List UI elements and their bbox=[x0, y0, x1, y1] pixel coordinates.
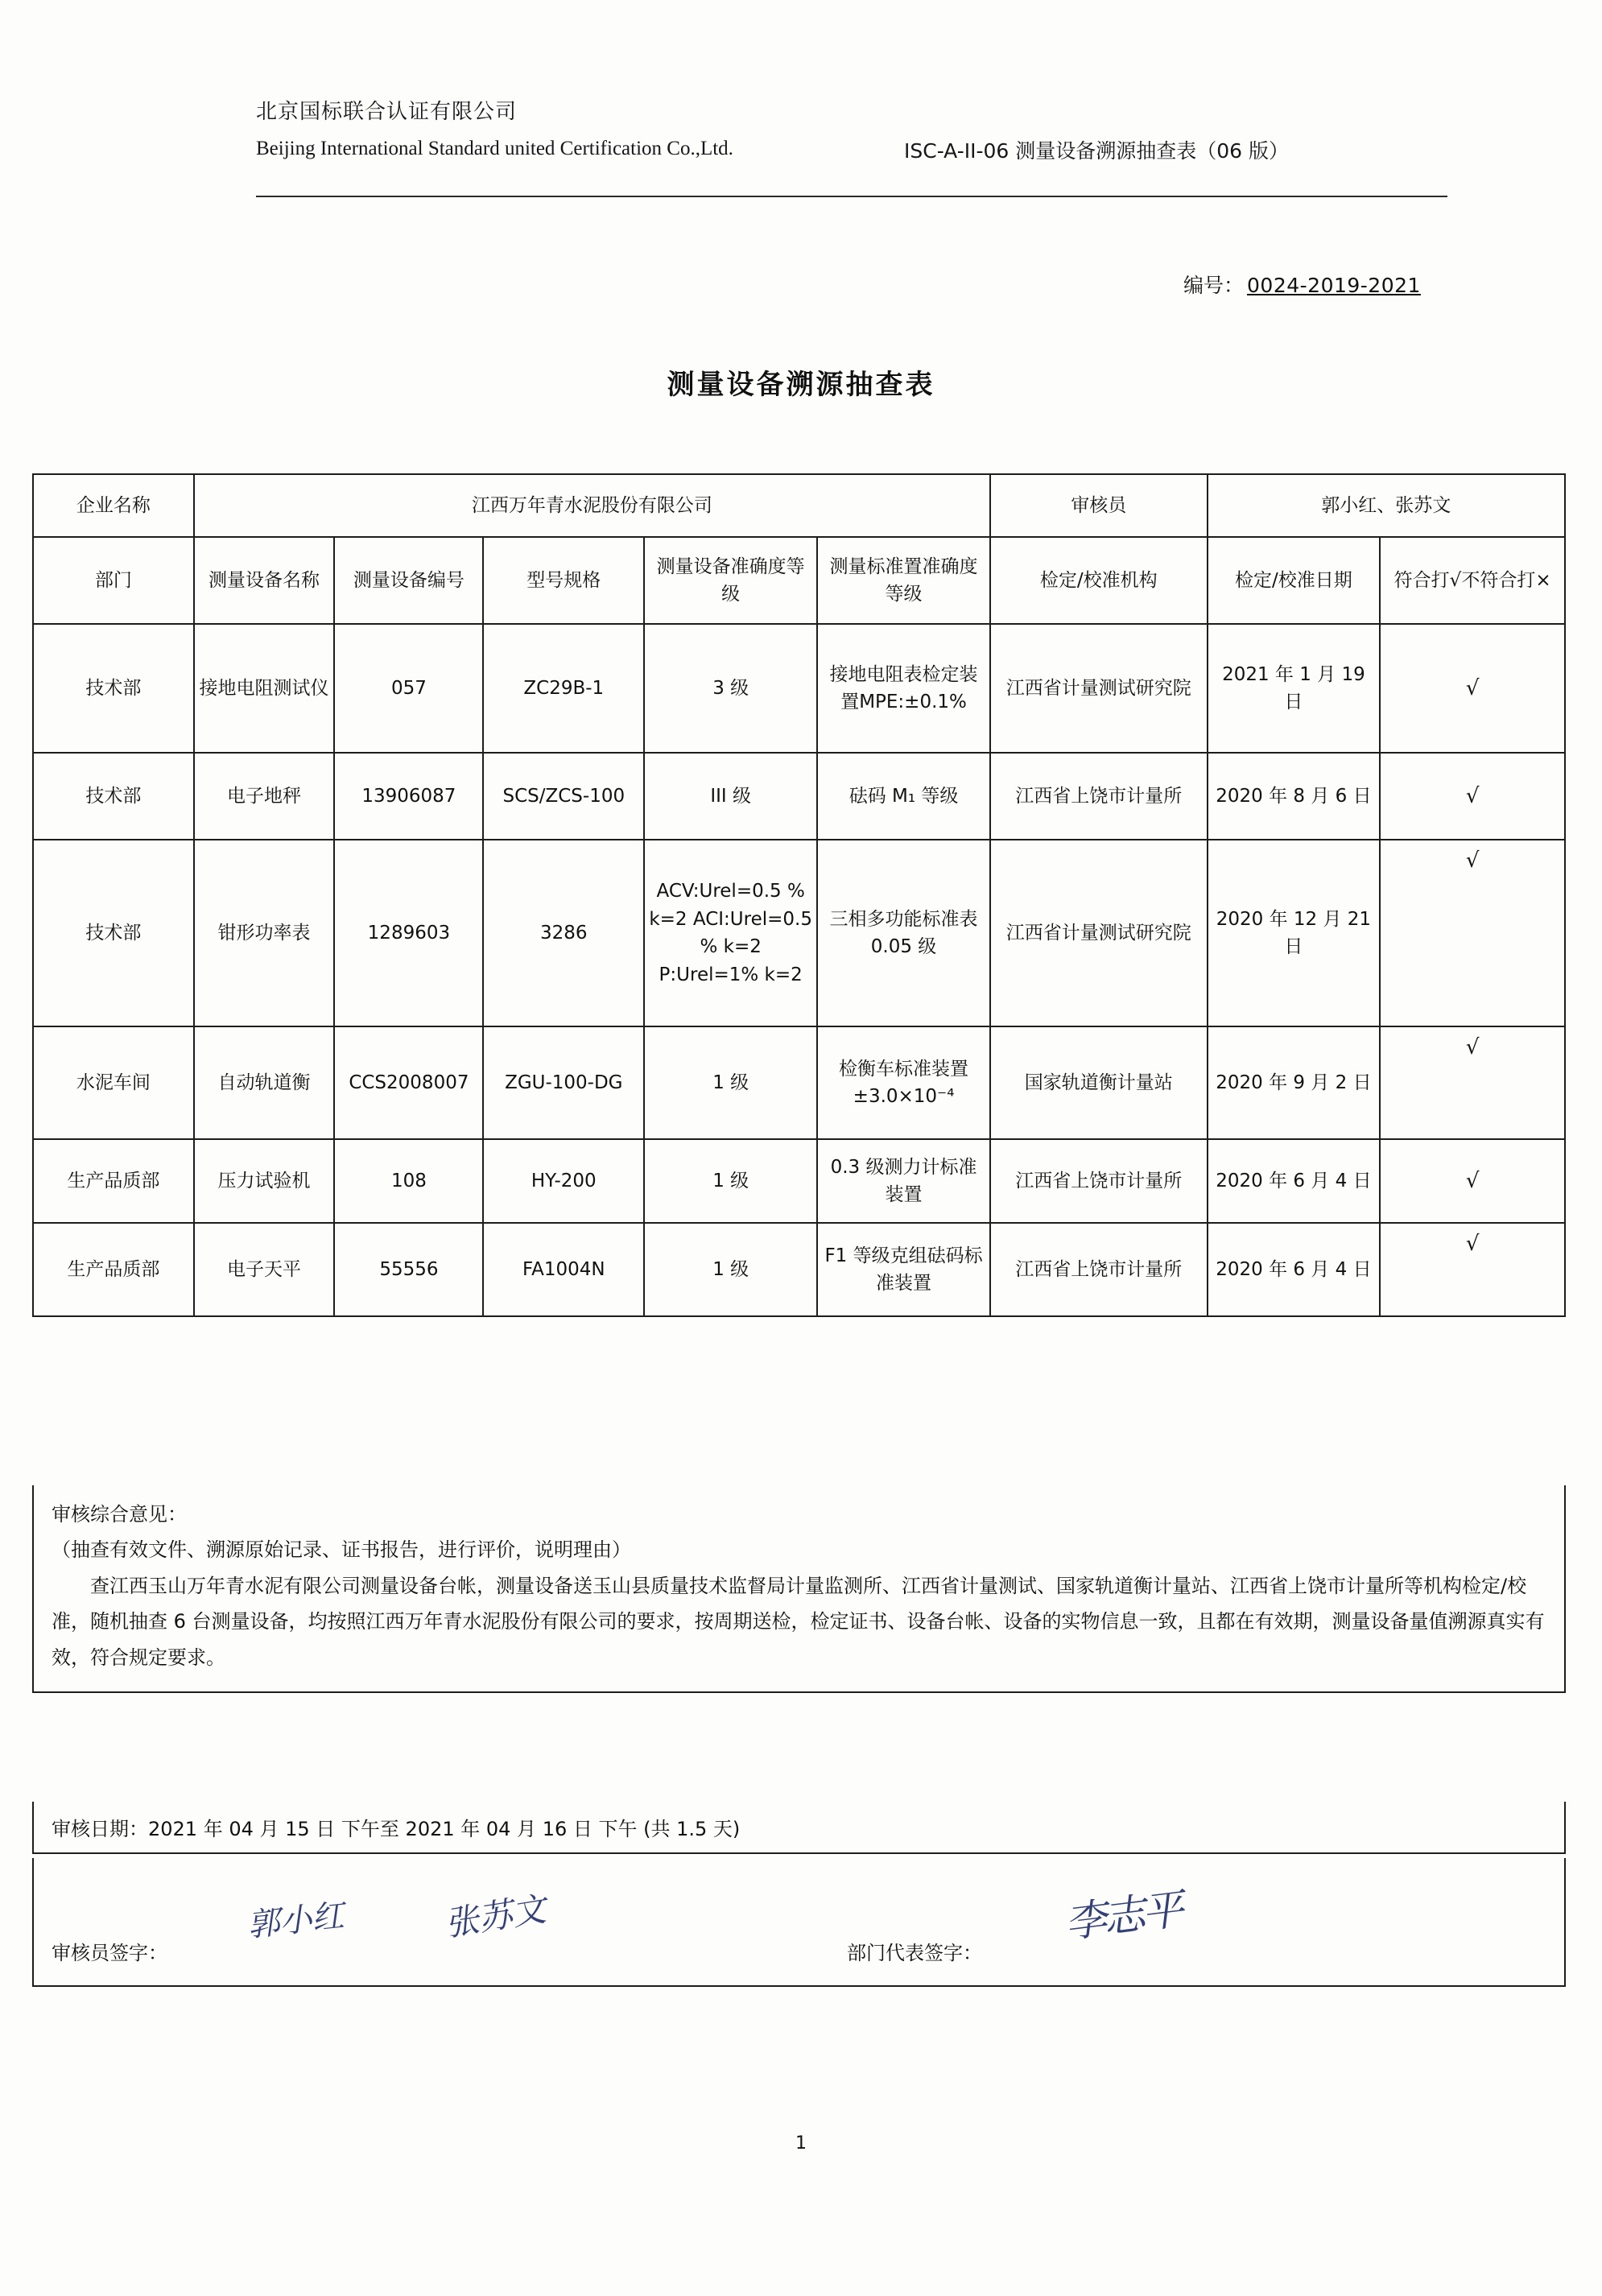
cell-date: 2020 年 8 月 6 日 bbox=[1208, 753, 1381, 840]
cell-standard-accuracy: 0.3 级测力计标准装置 bbox=[817, 1139, 990, 1223]
cell-accuracy: ACV:Urel=0.5 % k=2 ACI:Urel=0.5 % k=2 P:Urel=1% k=2 bbox=[644, 840, 817, 1026]
audit-opinion-title: 审核综合意见： bbox=[52, 1503, 187, 1526]
table-row bbox=[33, 753, 1565, 840]
enterprise-label: 企业名称 bbox=[33, 474, 194, 537]
cell-standard-accuracy: 接地电阻表检定装置MPE:±0.1% bbox=[817, 624, 990, 753]
cell-dept: 技术部 bbox=[33, 624, 194, 753]
cell-date: 2020 年 9 月 2 日 bbox=[1208, 1026, 1381, 1139]
col-equipment-name: 测量设备名称 bbox=[194, 537, 335, 624]
issuer-name-cn: 北京国标联合认证有限公司 bbox=[256, 100, 518, 124]
cell-accuracy: 3 级 bbox=[644, 624, 817, 753]
cell-equipment-name: 接地电阻测试仪 bbox=[194, 624, 335, 753]
enterprise-value: 江西万年青水泥股份有限公司 bbox=[194, 474, 990, 537]
cell-date: 2021 年 1 月 19 日 bbox=[1208, 624, 1381, 753]
cell-equipment-no: 13906087 bbox=[334, 753, 483, 840]
form-code: ISC-A-II-06 测量设备溯源抽查表（06 版） bbox=[904, 139, 1290, 163]
cell-equipment-no: CCS2008007 bbox=[334, 1026, 483, 1139]
document-header bbox=[256, 95, 1383, 163]
cell-conformity: √ bbox=[1380, 1223, 1565, 1316]
equipment-table bbox=[32, 473, 1566, 1317]
cell-equipment-name: 压力试验机 bbox=[194, 1139, 335, 1223]
cell-equipment-no: 55556 bbox=[334, 1223, 483, 1316]
cell-organization: 江西省上饶市计量所 bbox=[990, 1139, 1208, 1223]
table-row bbox=[33, 624, 1565, 753]
cell-date: 2020 年 6 月 4 日 bbox=[1208, 1139, 1381, 1223]
cell-accuracy: III 级 bbox=[644, 753, 817, 840]
auditor-signature-label: 审核员签字： bbox=[52, 1942, 167, 1964]
col-standard-accuracy: 测量标准置准确度等级 bbox=[817, 537, 990, 624]
audit-opinion-block bbox=[32, 1485, 1566, 1693]
cell-model: HY-200 bbox=[483, 1139, 644, 1223]
cell-equipment-name: 钳形功率表 bbox=[194, 840, 335, 1026]
cell-model: ZC29B-1 bbox=[483, 624, 644, 753]
cell-equipment-name: 电子地秤 bbox=[194, 753, 335, 840]
cell-conformity: √ bbox=[1380, 753, 1565, 840]
audit-opinion-note: （抽查有效文件、溯源原始记录、证书报告，进行评价，说明理由） bbox=[52, 1538, 631, 1562]
cell-standard-accuracy: 砝码 M₁ 等级 bbox=[817, 753, 990, 840]
issuer-name-en: Beijing International Standard united Certification Co.,Ltd. bbox=[256, 138, 733, 159]
cell-standard-accuracy: 检衡车标准装置±3.0×10⁻⁴ bbox=[817, 1026, 990, 1139]
page-title: 测量设备溯源抽查表 bbox=[667, 369, 935, 401]
cell-date: 2020 年 6 月 4 日 bbox=[1208, 1223, 1381, 1316]
serial-number-label: 编号： bbox=[1183, 274, 1245, 297]
cell-dept: 技术部 bbox=[33, 840, 194, 1026]
cell-date: 2020 年 12 月 21 日 bbox=[1208, 840, 1381, 1026]
col-date: 检定/校准日期 bbox=[1208, 537, 1381, 624]
cell-dept: 水泥车间 bbox=[33, 1026, 194, 1139]
cell-conformity: √ bbox=[1380, 1026, 1565, 1139]
cell-dept: 生产品质部 bbox=[33, 1223, 194, 1316]
table-row bbox=[33, 1223, 1565, 1316]
cell-model: ZGU-100-DG bbox=[483, 1026, 644, 1139]
col-dept: 部门 bbox=[33, 537, 194, 624]
cell-organization: 江西省计量测试研究院 bbox=[990, 840, 1208, 1026]
table-row bbox=[33, 840, 1565, 1026]
auditor-signature-ink-2: 张苏文 bbox=[442, 1889, 549, 1944]
cell-model: 3286 bbox=[483, 840, 644, 1026]
cell-equipment-no: 1289603 bbox=[334, 840, 483, 1026]
cell-equipment-no: 057 bbox=[334, 624, 483, 753]
page-number: 1 bbox=[795, 2133, 807, 2154]
cell-equipment-no: 108 bbox=[334, 1139, 483, 1223]
table-row bbox=[33, 1139, 1565, 1223]
cell-model: FA1004N bbox=[483, 1223, 644, 1316]
cell-organization: 江西省计量测试研究院 bbox=[990, 624, 1208, 753]
auditor-label: 审核员 bbox=[990, 474, 1208, 537]
header-divider bbox=[256, 196, 1447, 197]
col-organization: 检定/校准机构 bbox=[990, 537, 1208, 624]
cell-equipment-name: 电子天平 bbox=[194, 1223, 335, 1316]
issuer-block bbox=[256, 95, 733, 160]
cell-organization: 国家轨道衡计量站 bbox=[990, 1026, 1208, 1139]
cell-accuracy: 1 级 bbox=[644, 1026, 817, 1139]
table-header-row bbox=[33, 537, 1565, 624]
cell-standard-accuracy: 三相多功能标准表 0.05 级 bbox=[817, 840, 990, 1026]
audit-date-text: 审核日期：2021 年 04 月 15 日 下午至 2021 年 04 月 16 日 下午 (共 1.5 天) bbox=[52, 1818, 741, 1840]
col-accuracy: 测量设备准确度等级 bbox=[644, 537, 817, 624]
col-conformity: 符合打√不符合打× bbox=[1380, 537, 1565, 624]
table-info-row bbox=[33, 474, 1565, 537]
cell-standard-accuracy: F1 等级克组砝码标准装置 bbox=[817, 1223, 990, 1316]
cell-conformity: √ bbox=[1380, 624, 1565, 753]
cell-accuracy: 1 级 bbox=[644, 1223, 817, 1316]
cell-conformity: √ bbox=[1380, 840, 1565, 1026]
cell-conformity: √ bbox=[1380, 1139, 1565, 1223]
cell-accuracy: 1 级 bbox=[644, 1139, 817, 1223]
auditor-signature-ink-1: 郭小红 bbox=[246, 1897, 346, 1945]
cell-organization: 江西省上饶市计量所 bbox=[990, 753, 1208, 840]
dept-signature-ink: 李志平 bbox=[1062, 1885, 1183, 1948]
col-model: 型号规格 bbox=[483, 537, 644, 624]
dept-signature-label: 部门代表签字： bbox=[847, 1942, 982, 1964]
audit-opinion-body: 查江西玉山万年青水泥有限公司测量设备台帐，测量设备送玉山县质量技术监督局计量监测所、江西省计量测试、国家轨道衡计量站、江西省上饶市计量所等机构检定/校准，随机抽查 6 台测量设备，均按照江西万年青水泥股份有限公司的要求，按周期送检，检定证书、设备台帐、设备的实物信息一致，且都在有效期，测量设备量值溯源真实有效，符合规定要求。 bbox=[52, 1574, 1545, 1669]
cell-model: SCS/ZCS-100 bbox=[483, 753, 644, 840]
cell-dept: 生产品质部 bbox=[33, 1139, 194, 1223]
auditor-value: 郭小红、张苏文 bbox=[1208, 474, 1565, 537]
signature-row bbox=[32, 1858, 1566, 1987]
table-row bbox=[33, 1026, 1565, 1139]
cell-dept: 技术部 bbox=[33, 753, 194, 840]
cell-equipment-name: 自动轨道衡 bbox=[194, 1026, 335, 1139]
serial-number-value: 0024-2019-2021 bbox=[1247, 274, 1421, 297]
audit-date-row bbox=[32, 1802, 1566, 1854]
serial-number bbox=[1183, 270, 1421, 299]
col-equipment-no: 测量设备编号 bbox=[334, 537, 483, 624]
cell-organization: 江西省上饶市计量所 bbox=[990, 1223, 1208, 1316]
